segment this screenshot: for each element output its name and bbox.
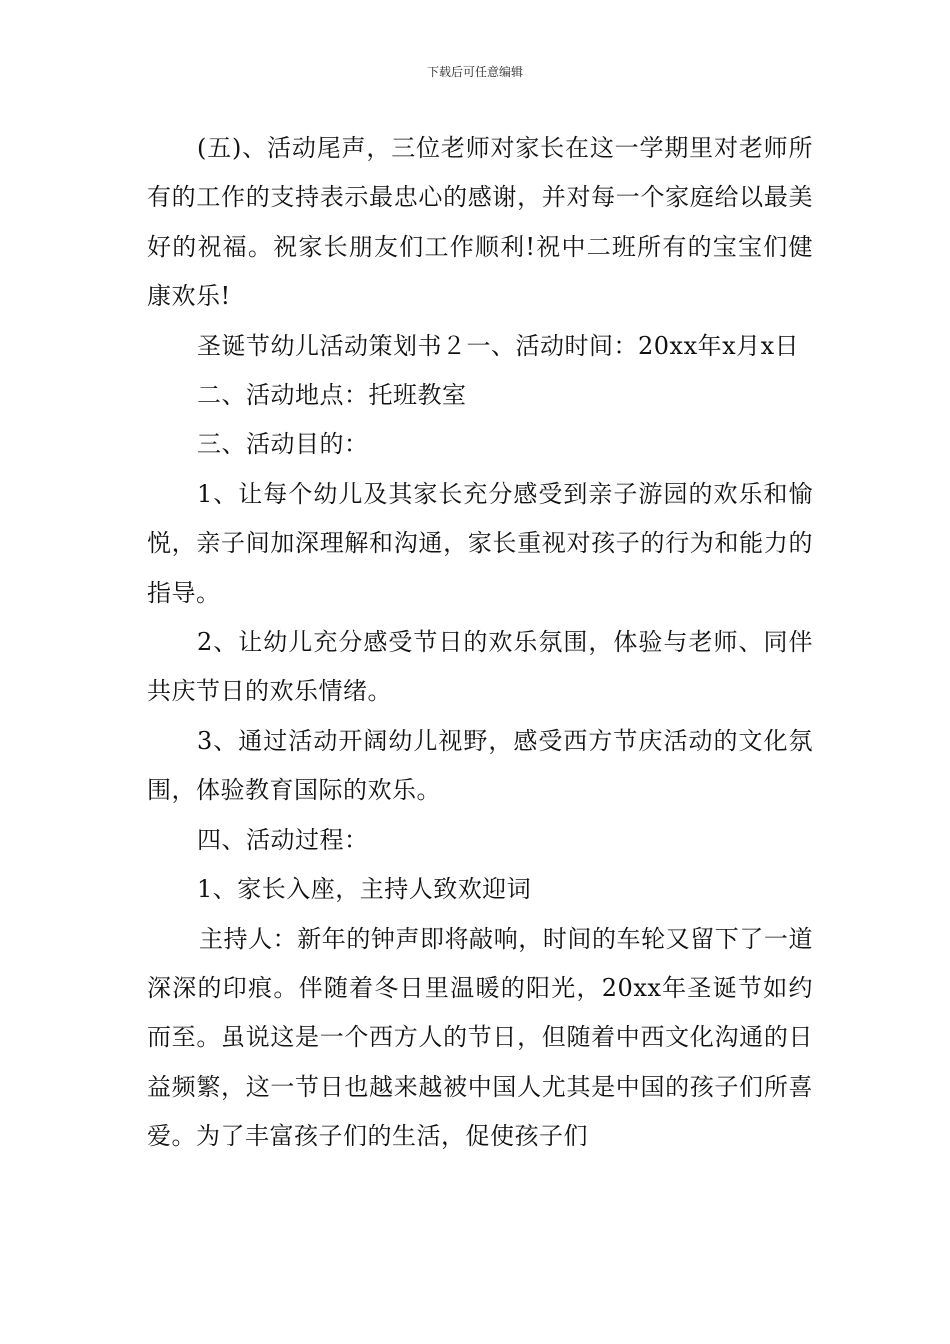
paragraph-activity-goals-heading: 三、活动目的： (197, 430, 369, 459)
paragraph-host-speech: 主持人：新年的钟声即将敲响，时间的车轮又留下了一道深深的印痕。伴随着冬日里温暖的阳光，20xx年圣诞节如约而至。虽说这是一个西方人的节日，但随着中西文化沟通的日益频繁，这一节日也越来越被中国人尤其是中国的孩子们所喜爱。为了丰富孩子们的生活，促使孩子们 (147, 924, 813, 1151)
paragraph-goal-2: 2、让幼儿充分感受节日的欢乐氛围，体验与老师、同伴共庆节日的欢乐情绪。 (147, 628, 813, 706)
paragraph-activity-location: 二、活动地点：托班教室 (197, 381, 467, 410)
paragraph-process-heading: 四、活动过程： (197, 825, 369, 854)
paragraph-goal-3: 3、通过活动开阔幼儿视野，感受西方节庆活动的文化氛围，体验教育国际的欢乐。 (147, 726, 813, 805)
paragraph-process-step-1: 1、家长入座，主持人致欢迎词 (197, 875, 532, 904)
header-note: 下载后可任意编辑 (426, 65, 523, 79)
document-body (147, 124, 813, 1162)
paragraph-activity-time: 圣诞节幼儿活动策划书２一、活动时间：20xx年x月x日 (197, 331, 800, 360)
paragraph-activity-ending: (五)、活动尾声，三位老师对家长在这一学期里对老师所有的工作的支持表示最忠心的感谢，并对每一个家庭给以最美好的祝福。祝家长朋友们工作顺利!祝中二班所有的宝宝们健康欢乐! (147, 134, 813, 311)
paragraph-goal-1: 1、让每个幼儿及其家长充分感受到亲子游园的欢乐和愉悦，亲子间加深理解和沟通，家长重视对孩子的行为和能力的指导。 (147, 479, 813, 607)
